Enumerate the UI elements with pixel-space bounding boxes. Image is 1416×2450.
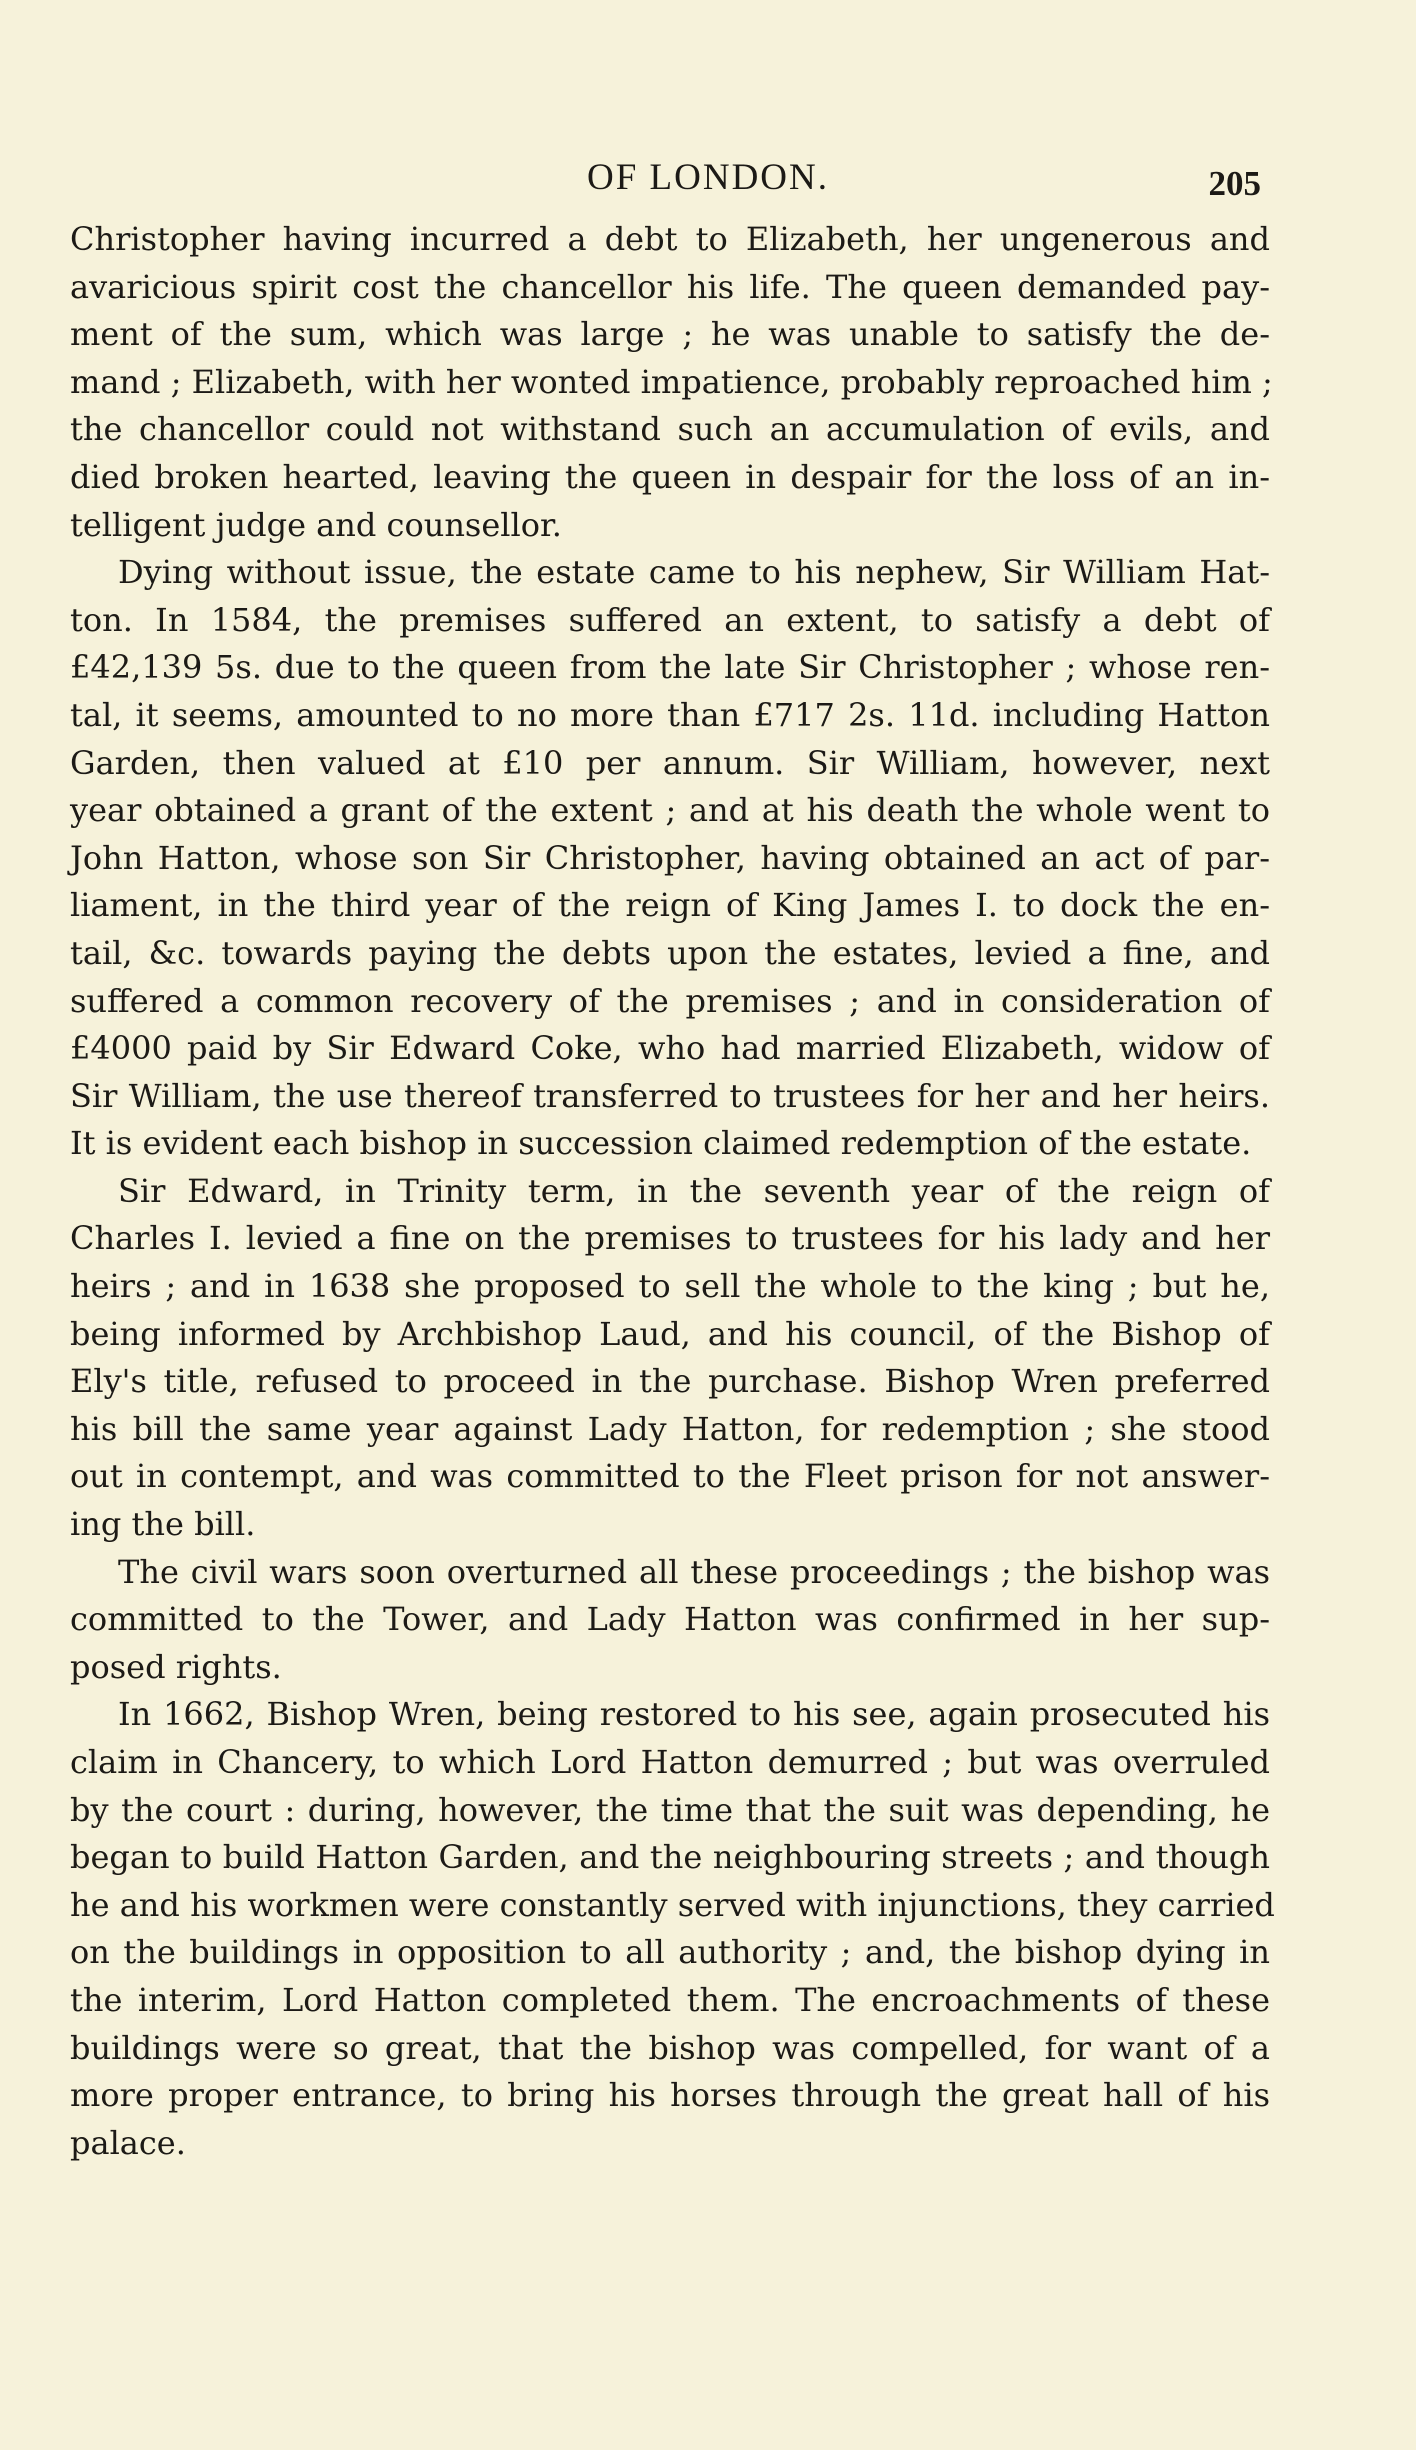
text-line: more proper entrance, to bring his horses through the great hall of his <box>70 2076 1270 2115</box>
text-line: Sir William, the use thereof transferred to trustees for her and her heirs. <box>70 1076 1270 1115</box>
text-line: £4000 paid by Sir Edward Coke, who had married Elizabeth, widow of <box>70 1029 1270 1068</box>
text-line: tail, &c. towards paying the debts upon the estates, levied a fine, and <box>70 933 1270 972</box>
text-line: In 1662, Bishop Wren, being restored to his see, again prosecuted his <box>118 1695 1270 1734</box>
text-line: on the buildings in opposition to all authority ; and, the bishop dying in <box>70 1933 1270 1972</box>
text-line: year obtained a grant of the extent ; and at his death the whole went to <box>70 791 1270 830</box>
text-line: claim in Chancery, to which Lord Hatton demurred ; but was overruled <box>70 1743 1270 1781</box>
text-line: Garden, then valued at £10 per annum. Sir William, however, next <box>70 743 1270 782</box>
text-line: committed to the Tower, and Lady Hatton was confirmed in her sup- <box>70 1600 1270 1639</box>
text-line: liament, in the third year of the reign of King James I. to dock the en- <box>70 886 1270 925</box>
text-line: heirs ; and in 1638 she proposed to sell the whole to the king ; but he, <box>70 1267 1270 1306</box>
text-line: Dying without issue, the estate came to his nephew, Sir William Hat- <box>118 553 1270 592</box>
paragraph-5 <box>70 1691 1275 2167</box>
text-line: Christopher having incurred a debt to Elizabeth, her ungenerous and <box>70 220 1270 258</box>
text-line: palace. <box>70 2123 186 2162</box>
paragraph-1 <box>70 216 1273 549</box>
text-line: died broken hearted, leaving the queen in despair for the loss of an in- <box>70 457 1270 496</box>
text-line: began to build Hatton Garden, and the neighbouring streets ; and though <box>70 1838 1270 1877</box>
text-line: telligent judge and counsellor. <box>70 505 562 544</box>
text-line: The civil wars soon overturned all these proceedings ; the bishop was <box>118 1552 1270 1591</box>
text-line: tal, it seems, amounted to no more than £717 2s. 11d. including Hatton <box>70 695 1270 734</box>
running-title: OF LONDON. <box>587 157 829 198</box>
text-line: avaricious spirit cost the chancellor his life. The queen demanded pay- <box>70 267 1270 306</box>
paragraph-2 <box>70 549 1270 1168</box>
text-line: suffered a common recovery of the premises ; and in consideration of <box>70 981 1270 1020</box>
text-line: buildings were so great, that the bishop was compelled, for want of a <box>70 2028 1270 2067</box>
text-line: It is evident each bishop in succession claimed redemption of the estate. <box>70 1124 1252 1163</box>
text-line: being informed by Archbishop Laud, and his council, of the Bishop of <box>70 1314 1270 1353</box>
text-line: ing the bill. <box>70 1505 256 1544</box>
body-text <box>70 216 1275 2167</box>
text-line: the interim, Lord Hatton completed them. The encroachments of these <box>70 1980 1270 2019</box>
text-line: Charles I. levied a fine on the premises to trustees for his lady and her <box>70 1219 1270 1258</box>
text-line: £42,139 5s. due to the queen from the late Sir Christopher ; whose ren- <box>70 648 1270 687</box>
text-line: his bill the same year against Lady Hatton, for redemption ; she stood <box>70 1409 1270 1448</box>
paragraph-3 <box>70 1168 1270 1549</box>
running-head <box>0 150 1416 203</box>
text-line: the chancellor could not withstand such an accumulation of evils, and <box>70 410 1270 449</box>
text-line: by the court : during, however, the time that the suit was depending, he <box>70 1790 1270 1829</box>
page-number: 205 <box>1208 164 1261 203</box>
text-line: Ely's title, refused to proceed in the purchase. Bishop Wren preferred <box>70 1362 1270 1401</box>
text-line: he and his workmen were constantly served with injunctions, they carried <box>70 1885 1275 1924</box>
text-line: ton. In 1584, the premises suffered an extent, to satisfy a debt of <box>70 600 1270 639</box>
text-line: John Hatton, whose son Sir Christopher, having obtained an act of par- <box>70 838 1270 877</box>
text-line: out in contempt, and was committed to the Fleet prison for not answer- <box>70 1457 1270 1496</box>
text-line: ment of the sum, which was large ; he was unable to satisfy the de- <box>70 315 1270 354</box>
text-line: mand ; Elizabeth, with her wonted impatience, probably reproached him ; <box>70 362 1273 401</box>
text-line: posed rights. <box>70 1647 282 1686</box>
paragraph-4 <box>70 1549 1270 1692</box>
text-line: Sir Edward, in Trinity term, in the seventh year of the reign of <box>118 1171 1270 1210</box>
